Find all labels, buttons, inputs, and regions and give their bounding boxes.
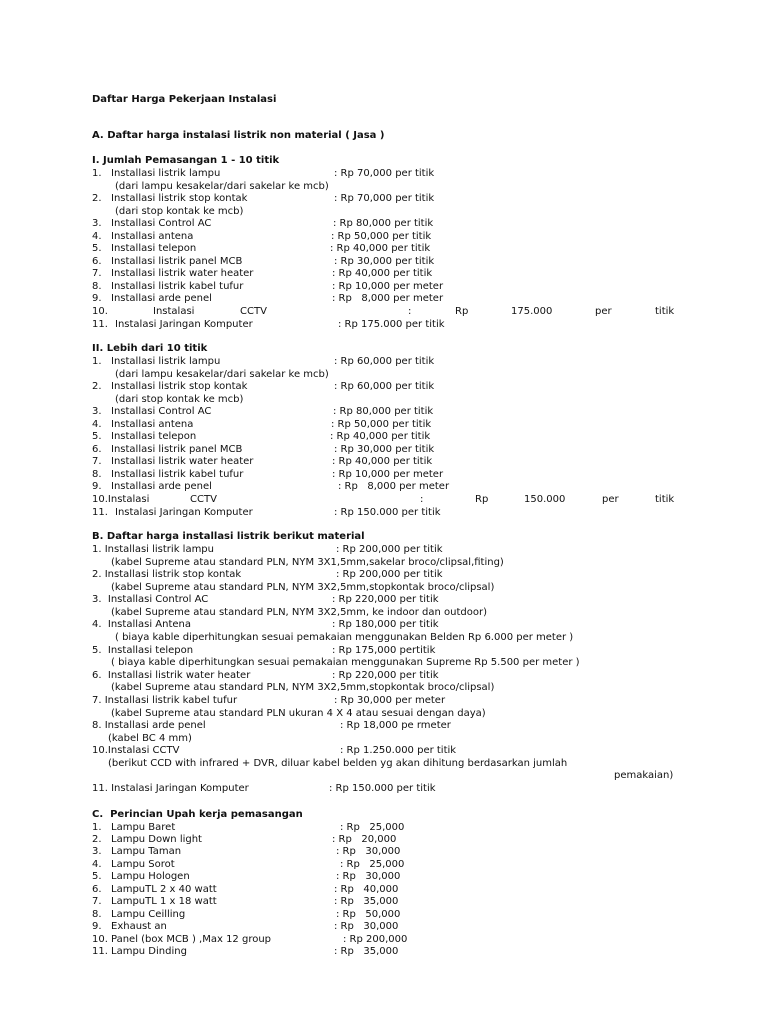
list-item-name: Installasi listrik lampu xyxy=(111,356,221,367)
list-item-number: 11. xyxy=(92,319,108,330)
list-item-price: : Rp 150.000 per titik xyxy=(334,507,441,518)
list-item-number: 10. xyxy=(92,306,108,317)
list-item-name: Installasi antena xyxy=(111,419,194,430)
list-item-number: 11. xyxy=(92,507,108,518)
list-item-word: Rp xyxy=(455,306,469,317)
list-item-price: : Rp 30,000 per titik xyxy=(334,444,435,455)
list-item-price: : Rp 40,000 per titik xyxy=(330,431,431,442)
list-item-name: Installasi listrik water heater xyxy=(111,268,254,279)
list-item-note: ( biaya kable diperhitungkan sesuai pemakaian menggunakan Supreme Rp 5.500 per meter ) xyxy=(111,657,580,668)
list-item-word: CCTV xyxy=(240,306,267,317)
list-item-price: : Rp 220,000 per titik xyxy=(332,670,439,681)
list-item-price: : Rp 25,000 xyxy=(340,859,405,870)
list-item-number: 5. xyxy=(92,243,102,254)
list-item-number: 6. xyxy=(92,256,102,267)
list-item-name: Installasi listrik kabel tufur xyxy=(111,469,244,480)
section-c-heading: C. Perincian Upah kerja pemasangan xyxy=(92,809,303,820)
list-item-price: : Rp 30,000 per titik xyxy=(334,256,435,267)
list-item-word: CCTV xyxy=(190,494,217,505)
list-item-number: 5. xyxy=(92,431,102,442)
list-item-name: Installasi Control AC xyxy=(111,218,212,229)
list-item-name: 7. Installasi listrik kabel tufur xyxy=(92,695,238,706)
list-item-price: : Rp 40,000 xyxy=(334,884,399,895)
list-item-price: : Rp 70,000 per titik xyxy=(334,193,435,204)
list-item-word: per xyxy=(595,306,612,317)
list-item-name: Installasi listrik water heater xyxy=(111,456,254,467)
list-item-price: : Rp 60,000 per titik xyxy=(334,356,435,367)
list-item-name: 11. Instalasi Jaringan Komputer xyxy=(92,783,249,794)
list-item-price: : Rp 200,000 per titik xyxy=(336,544,443,555)
list-item-price: : Rp 30,000 per meter xyxy=(334,695,446,706)
list-item-price: : Rp 175,000 pertitik xyxy=(332,645,436,656)
list-item-name: Instalasi Jaringan Komputer xyxy=(115,507,253,518)
list-item-price: : Rp 50,000 per titik xyxy=(331,231,432,242)
group2-heading: II. Lebih dari 10 titik xyxy=(92,343,208,354)
list-item-name: Instalasi Jaringan Komputer xyxy=(115,319,253,330)
list-item-number: 7. xyxy=(92,456,102,467)
document-title: Daftar Harga Pekerjaan Instalasi xyxy=(92,94,277,105)
list-item-price: : Rp 8,000 per meter xyxy=(332,293,444,304)
list-item-price: : Rp 25,000 xyxy=(340,822,405,833)
list-item-word: 150.000 xyxy=(524,494,566,505)
list-item-note-end: pemakaian) xyxy=(614,770,674,781)
list-item-name: 3. Installasi Control AC xyxy=(92,594,209,605)
section-a-heading: A. Daftar harga instalasi listrik non material ( Jasa ) xyxy=(92,130,385,141)
list-item-note: (berikut CCD with infrared + DVR, diluar kabel belden yg akan dihitung berdasarkan jumlah xyxy=(108,758,568,769)
list-item-name: LampuTL 1 x 18 watt xyxy=(111,896,217,907)
list-item-name: Installasi arde penel xyxy=(111,293,212,304)
section-b-heading: B. Daftar harga installasi listrik berikut material xyxy=(92,531,365,542)
list-item-note: (kabel Supreme atau standard PLN ukuran 4 X 4 atau sesuai dengan daya) xyxy=(111,708,486,719)
list-item-name: 8. Installasi arde penel xyxy=(92,720,206,731)
list-item-name: 1. Installasi listrik lampu xyxy=(92,544,214,555)
list-item-number: 7. xyxy=(92,268,102,279)
list-item-name: Lampu Hologen xyxy=(111,871,190,882)
list-item-price: : Rp 10,000 per meter xyxy=(332,469,444,480)
list-item-name: Exhaust an xyxy=(111,921,167,932)
list-item-note: (dari stop kontak ke mcb) xyxy=(115,206,244,217)
group1-heading: I. Jumlah Pemasangan 1 - 10 titik xyxy=(92,155,280,166)
list-item-note: (dari lampu kesakelar/dari sakelar ke mcb) xyxy=(115,369,329,380)
list-item-price: : Rp 175.000 per titik xyxy=(338,319,445,330)
list-item-name: Installasi antena xyxy=(111,231,194,242)
list-item-number: 4. xyxy=(92,231,102,242)
list-item-note: (kabel Supreme atau standard PLN, NYM 3X2,5mm,stopkontak broco/clipsal) xyxy=(111,582,495,593)
list-item-number: 3. xyxy=(92,406,102,417)
list-item-name: Lampu Dinding xyxy=(111,946,187,957)
list-item-name: Installasi listrik panel MCB xyxy=(111,444,243,455)
list-item-word: : xyxy=(408,306,412,317)
list-item-number: 1. xyxy=(92,822,102,833)
list-item-name: LampuTL 2 x 40 watt xyxy=(111,884,217,895)
list-item-number: 5. xyxy=(92,871,102,882)
list-item-number: 8. xyxy=(92,281,102,292)
list-item-number: 6. xyxy=(92,884,102,895)
list-item-note: (kabel BC 4 mm) xyxy=(108,733,192,744)
list-item-name: Lampu Taman xyxy=(111,846,182,857)
list-item-price: : Rp 18,000 pe rmeter xyxy=(340,720,451,731)
list-item-word: Instalasi xyxy=(153,306,195,317)
list-item-price: : Rp 8,000 per meter xyxy=(338,481,450,492)
list-item-price: : Rp 30,000 xyxy=(336,846,401,857)
list-item-number: 7. xyxy=(92,896,102,907)
list-item-name: Lampu Down light xyxy=(111,834,202,845)
list-item-price: : Rp 35,000 xyxy=(334,946,399,957)
list-item-word: 175.000 xyxy=(511,306,553,317)
list-item-number: 2. xyxy=(92,381,102,392)
list-item-price: : Rp 80,000 per titik xyxy=(333,406,434,417)
list-item-price: : Rp 180,000 per titik xyxy=(332,619,439,630)
list-item-number: 3. xyxy=(92,846,102,857)
list-item-price: : Rp 40,000 per titik xyxy=(332,268,433,279)
list-item-name: Lampu Ceilling xyxy=(111,909,186,920)
list-item-name: Installasi listrik lampu xyxy=(111,168,221,179)
list-item-number: 4. xyxy=(92,859,102,870)
list-item-number: 4. xyxy=(92,419,102,430)
list-item-price: : Rp 10,000 per meter xyxy=(332,281,444,292)
list-item-price: : Rp 200,000 per titik xyxy=(336,569,443,580)
list-item-number: 2. xyxy=(92,834,102,845)
list-item-number: 1. xyxy=(92,356,102,367)
list-item-number: 9. xyxy=(92,293,102,304)
list-item-number: 1. xyxy=(92,168,102,179)
list-item-number: 6. xyxy=(92,444,102,455)
list-item-name: Installasi telepon xyxy=(111,243,197,254)
list-item-name: Installasi telepon xyxy=(111,431,197,442)
list-item-name: Installasi listrik stop kontak xyxy=(111,193,248,204)
list-item-price: : Rp 220,000 per titik xyxy=(332,594,439,605)
list-item-note: (dari stop kontak ke mcb) xyxy=(115,394,244,405)
list-item-number: 11. xyxy=(92,946,108,957)
list-item-name: 5. Installasi telepon xyxy=(92,645,194,656)
list-item-number: 8. xyxy=(92,469,102,480)
list-item-number: 2. xyxy=(92,193,102,204)
list-item-price: : Rp 50,000 per titik xyxy=(331,419,432,430)
list-item-word: Rp xyxy=(475,494,489,505)
list-item-note: (kabel Supreme atau standard PLN, NYM 3X2,5mm, ke indoor dan outdoor) xyxy=(111,607,487,618)
list-item-price: : Rp 50,000 xyxy=(336,909,401,920)
list-item-note: (kabel Supreme atau standard PLN, NYM 3X2,5mm,stopkontak broco/clipsal) xyxy=(111,682,495,693)
list-item-number: 8. xyxy=(92,909,102,920)
list-item-price: : Rp 70,000 per titik xyxy=(334,168,435,179)
list-item-price: : Rp 35,000 xyxy=(334,896,399,907)
list-item-word: titik xyxy=(655,494,675,505)
list-item-name: Panel (box MCB ) ,Max 12 group xyxy=(111,934,272,945)
list-item-name: Installasi listrik stop kontak xyxy=(111,381,248,392)
list-item-name: 4. Installasi Antena xyxy=(92,619,192,630)
list-item-price: : Rp 30,000 xyxy=(334,921,399,932)
list-item-number: 9. xyxy=(92,481,102,492)
list-item-name: Lampu Sorot xyxy=(111,859,175,870)
list-item-number: 3. xyxy=(92,218,102,229)
list-item-name: 2. Installasi listrik stop kontak xyxy=(92,569,242,580)
list-item-number: 9. xyxy=(92,921,102,932)
list-item-number: 10.Instalasi xyxy=(92,494,150,505)
list-item-number: 10. xyxy=(92,934,108,945)
list-item-price: : Rp 40,000 per titik xyxy=(330,243,431,254)
list-item-note: (kabel Supreme atau standard PLN, NYM 3X1,5mm,sakelar broco/clipsal,fiting) xyxy=(111,557,504,568)
list-item-price: : Rp 20,000 xyxy=(332,834,397,845)
list-item-word: : xyxy=(420,494,424,505)
list-item-name: Installasi listrik panel MCB xyxy=(111,256,243,267)
list-item-name: Installasi arde penel xyxy=(111,481,212,492)
list-item-price: : Rp 60,000 per titik xyxy=(334,381,435,392)
list-item-note: ( biaya kable diperhitungkan sesuai pemakaian menggunakan Belden Rp 6.000 per meter ) xyxy=(115,632,574,643)
list-item-price: : Rp 80,000 per titik xyxy=(333,218,434,229)
list-item-note: (dari lampu kesakelar/dari sakelar ke mcb) xyxy=(115,181,329,192)
list-item-name: Installasi listrik kabel tufur xyxy=(111,281,244,292)
list-item-name: 6. Installasi listrik water heater xyxy=(92,670,251,681)
list-item-word: titik xyxy=(655,306,675,317)
list-item-word: per xyxy=(602,494,619,505)
list-item-price: : Rp 150.000 per titik xyxy=(329,783,436,794)
list-item-name: 10.Instalasi CCTV xyxy=(92,745,180,756)
list-item-name: Lampu Baret xyxy=(111,822,176,833)
list-item-price: : Rp 40,000 per titik xyxy=(332,456,433,467)
list-item-price: : Rp 200,000 xyxy=(343,934,408,945)
list-item-price: : Rp 1.250.000 per titik xyxy=(340,745,457,756)
list-item-name: Installasi Control AC xyxy=(111,406,212,417)
list-item-price: : Rp 30,000 xyxy=(336,871,401,882)
